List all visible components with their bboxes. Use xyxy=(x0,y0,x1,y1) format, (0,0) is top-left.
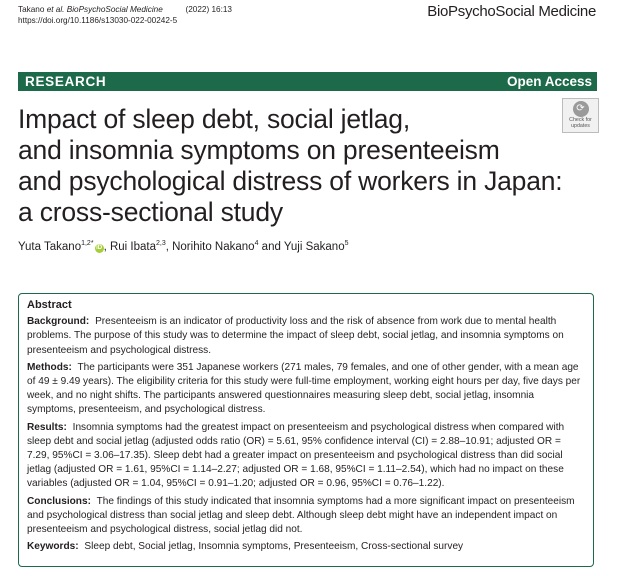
check-updates-icon: ⟳ xyxy=(573,101,589,117)
article-title xyxy=(18,104,578,228)
citation-journal: BioPsychoSocial Medicine xyxy=(66,5,163,14)
author-affiliation: 4 xyxy=(254,240,259,247)
citation-line xyxy=(18,4,232,15)
results-text: Insomnia symptoms had the greatest impact on presenteeism and psychological distress when compared with sleep debt and social jetlag (adjusted odds ratio (OR) = 5.61, 95% confidence interval (CI) = 2.88–10.91; adjusted OR = 7.29, 95%CI = 3.06–17.35). Sleep debt had a greater impact on presenteeism and psychological distress than did social jetlag (adjusted OR = 1.61, 95%CI = 1.14–2.27; adjusted OR = 1.68, 95%CI = 1.11–2.54), which had no impact on these variables (adjusted OR = 1.04, 95%CI = 0.91–1.20; adjusted OR = 0.96, 95%CI = 0.76–1.22). xyxy=(27,421,565,490)
background-text: Presenteeism is an indicator of productivity loss and the risk of absence from work due to mental health problems. The purpose of this study was to determine the impact of sleep debt, social jetlag, and insomnia symptoms on presenteeism and psychological distress. xyxy=(27,316,564,356)
check-updates-line2: updates xyxy=(571,123,590,129)
citation-et-al: et al. xyxy=(46,5,65,14)
abstract-keywords xyxy=(27,540,585,554)
abstract-background xyxy=(27,315,585,358)
journal-name: BioPsychoSocial Medicine xyxy=(427,3,596,20)
author-affiliation: 1,2* xyxy=(81,240,94,247)
citation-year-volume: (2022) 16:13 xyxy=(185,5,232,14)
article-type-banner xyxy=(18,72,597,91)
citation-author: Takano xyxy=(18,5,45,14)
title-line: Impact of sleep debt, social jetlag, xyxy=(18,104,410,134)
citation-block xyxy=(18,4,232,26)
author-name[interactable]: and Yuji Sakano xyxy=(258,240,345,253)
methods-text: The participants were 351 Japanese workers (271 males, 79 females, and one of other gender, with a mean age of 49 ± 9.49 years). The eligibility criteria for this study were full-time employment, working eight hours per day, five days per week, and no night shifts. The participants answered questionnaires measuring sleep debt, social jetlag, insomnia symptoms, presenteeism, and psychological distress. xyxy=(27,361,581,416)
title-line: and insomnia symptoms on presenteeism xyxy=(18,135,500,165)
author-affiliation: 5 xyxy=(344,240,349,247)
doi-link[interactable]: https://doi.org/10.1186/s13030-022-00242-5 xyxy=(18,16,178,25)
background-label: Background: xyxy=(27,316,90,328)
author-affiliation: 2,3 xyxy=(155,240,166,247)
author-name[interactable]: Yuta Takano xyxy=(18,240,82,253)
methods-label: Methods: xyxy=(27,361,72,373)
author-name[interactable]: , Rui Ibata xyxy=(103,240,156,253)
results-label: Results: xyxy=(27,421,67,433)
section-label: RESEARCH xyxy=(25,74,107,89)
keywords-text: Sleep debt, Social jetlag, Insomnia symptoms, Presenteeism, Cross-sectional survey xyxy=(84,541,464,553)
abstract-results xyxy=(27,421,585,492)
title-line: a cross-sectional study xyxy=(18,197,283,227)
title-line: and psychological distress of workers in Japan: xyxy=(18,166,563,196)
check-updates-line1: Check for xyxy=(569,117,592,123)
abstract-box xyxy=(18,293,594,567)
orcid-icon[interactable]: iD xyxy=(96,244,103,251)
conclusions-label: Conclusions: xyxy=(27,495,91,507)
author-list xyxy=(18,240,349,253)
author-name[interactable]: , Norihito Nakano xyxy=(165,240,255,253)
abstract-methods xyxy=(27,361,585,418)
open-access-label: Open Access xyxy=(506,74,592,89)
abstract-heading: Abstract xyxy=(27,299,72,311)
conclusions-text: The findings of this study indicated that insomnia symptoms had a more significant impact on presenteeism and psychological distress than social jetlag and sleep debt. Although sleep debt might have an independent impact on presenteeism and psychological distress, social jetlag did not. xyxy=(27,495,575,536)
abstract-conclusions xyxy=(27,495,585,538)
keywords-label: Keywords: xyxy=(27,541,79,553)
